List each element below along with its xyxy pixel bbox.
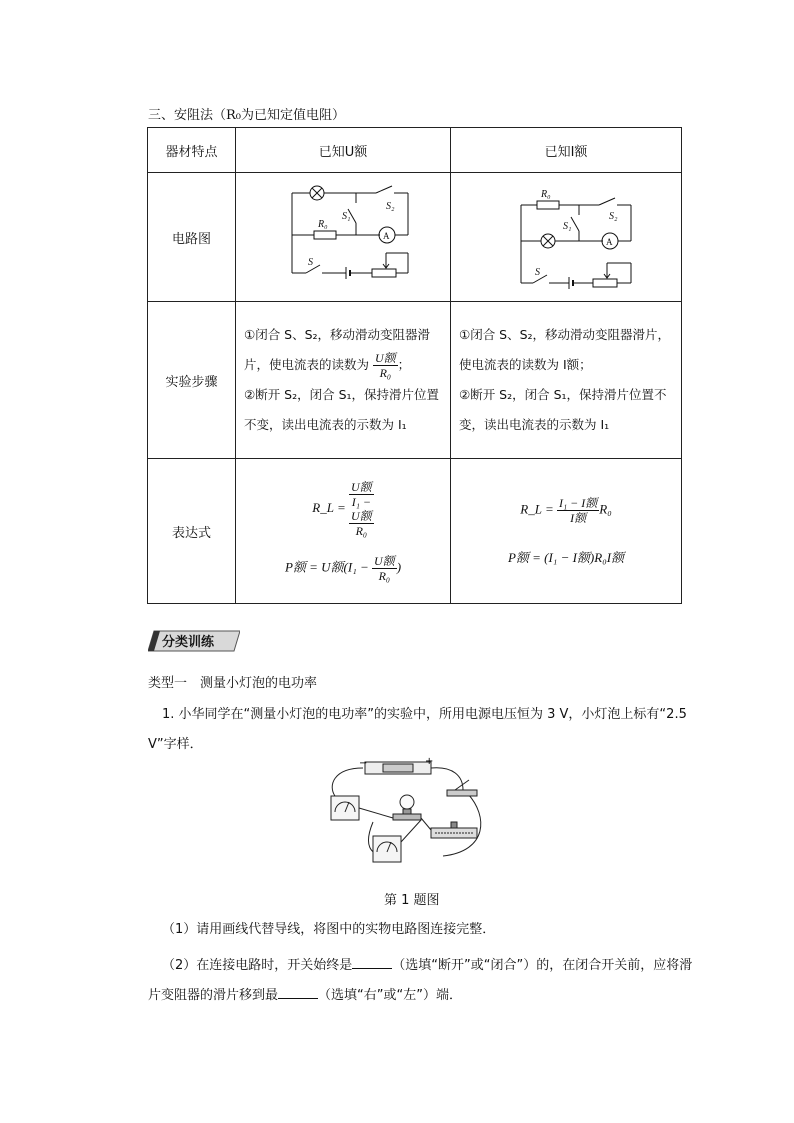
banner-text: 分类训练 (162, 635, 215, 650)
circuit-diagram-u (236, 173, 450, 297)
battery-minus: − (359, 758, 368, 769)
steps-i-cell (451, 302, 682, 459)
physical-circuit-figure (323, 756, 491, 866)
expr-u-cell (236, 459, 451, 604)
label-s2: S₂ (609, 211, 618, 222)
formula-p-u: P额 = U额(I₁ − $\frac{\text{U额}}{\text{R₀}}$ ) (284, 553, 402, 583)
step-u-2: ②断开 S₂，闭合 S₁，保持滑片位置不变，读出电流表的示数为 I₁ (244, 387, 440, 432)
battery-plus: + (425, 756, 434, 767)
figure-caption: 第 1 题图 (384, 893, 440, 908)
formula-rl-u: R_L = U额 I₁ − U额 R₀ (312, 479, 372, 538)
expr-i-cell (451, 459, 682, 604)
step-i-1: ①闭合 S、S₂，移动滑动变阻器滑片，使电流表的读数为 I额； (459, 327, 671, 372)
category-training-banner (148, 629, 240, 653)
section-title: 三、安阻法（R₀为已知定值电阻） (148, 108, 345, 123)
methods-table (147, 127, 682, 604)
step-u-1: ①闭合 S、S₂，移动滑动变阻器滑片，使电流表的读数为 $\frac{\text{U额}}{\text{R₀}}$ ； (244, 327, 431, 380)
circuit-i-cell (451, 173, 682, 302)
type-heading: 类型一 测量小灯泡的电功率 (148, 676, 318, 691)
step-i-2: ②断开 S₂，闭合 S₁，保持滑片位置不变，读出电流表的示数为 I₁ (459, 387, 667, 432)
answer-blank-2[interactable] (278, 986, 318, 999)
row-label-expression: 表达式 (148, 459, 236, 604)
label-s: S (535, 267, 540, 278)
question-1: 1. 小华同学在“测量小灯泡的电功率”的实验中，所用电源电压恒为 3 V，小灯泡上标有“2.5 V”字样． (148, 707, 687, 752)
question-1-part-1: （1）请用画线代替导线，将图中的实物电路图连接完整． (162, 922, 496, 937)
row-label-steps: 实验步骤 (148, 302, 236, 459)
circuit-diagram-i (451, 173, 681, 297)
label-a: A (383, 231, 390, 241)
question-1-part-2: （2）在连接电路时，开关始终是 （选填“断开”或“闭合”）的，在闭合开关前，应将滑片变阻器的滑片移到最 （选填“右”或“左”）端． (148, 958, 693, 1003)
header-known-i: 已知I额 (451, 128, 682, 173)
header-known-u: 已知U额 (236, 128, 451, 173)
steps-u-cell (236, 302, 451, 459)
fraction-u-r0: $\frac{\text{U额}}{\text{R₀}}$ (375, 351, 396, 380)
label-s2: S₂ (386, 201, 395, 212)
label-s1: S₁ (563, 221, 572, 232)
label-s: S (308, 257, 313, 268)
circuit-u-cell (236, 173, 451, 302)
label-s1: S₁ (342, 211, 351, 222)
formula-p-i: P额 = (I₁ − I额)R₀I额 (507, 550, 625, 565)
label-a: A (606, 237, 613, 247)
label-r0: R₀ (541, 189, 551, 200)
answer-blank-1[interactable] (352, 956, 392, 969)
row-label-circuit: 电路图 (148, 173, 236, 302)
header-equipment: 器材特点 (148, 128, 236, 173)
formula-rl-i: R_L = $\frac{\text{I₁ − I额}}{\text{I额}}$ R₀ (520, 496, 612, 525)
label-r0: R₀ (318, 219, 328, 230)
